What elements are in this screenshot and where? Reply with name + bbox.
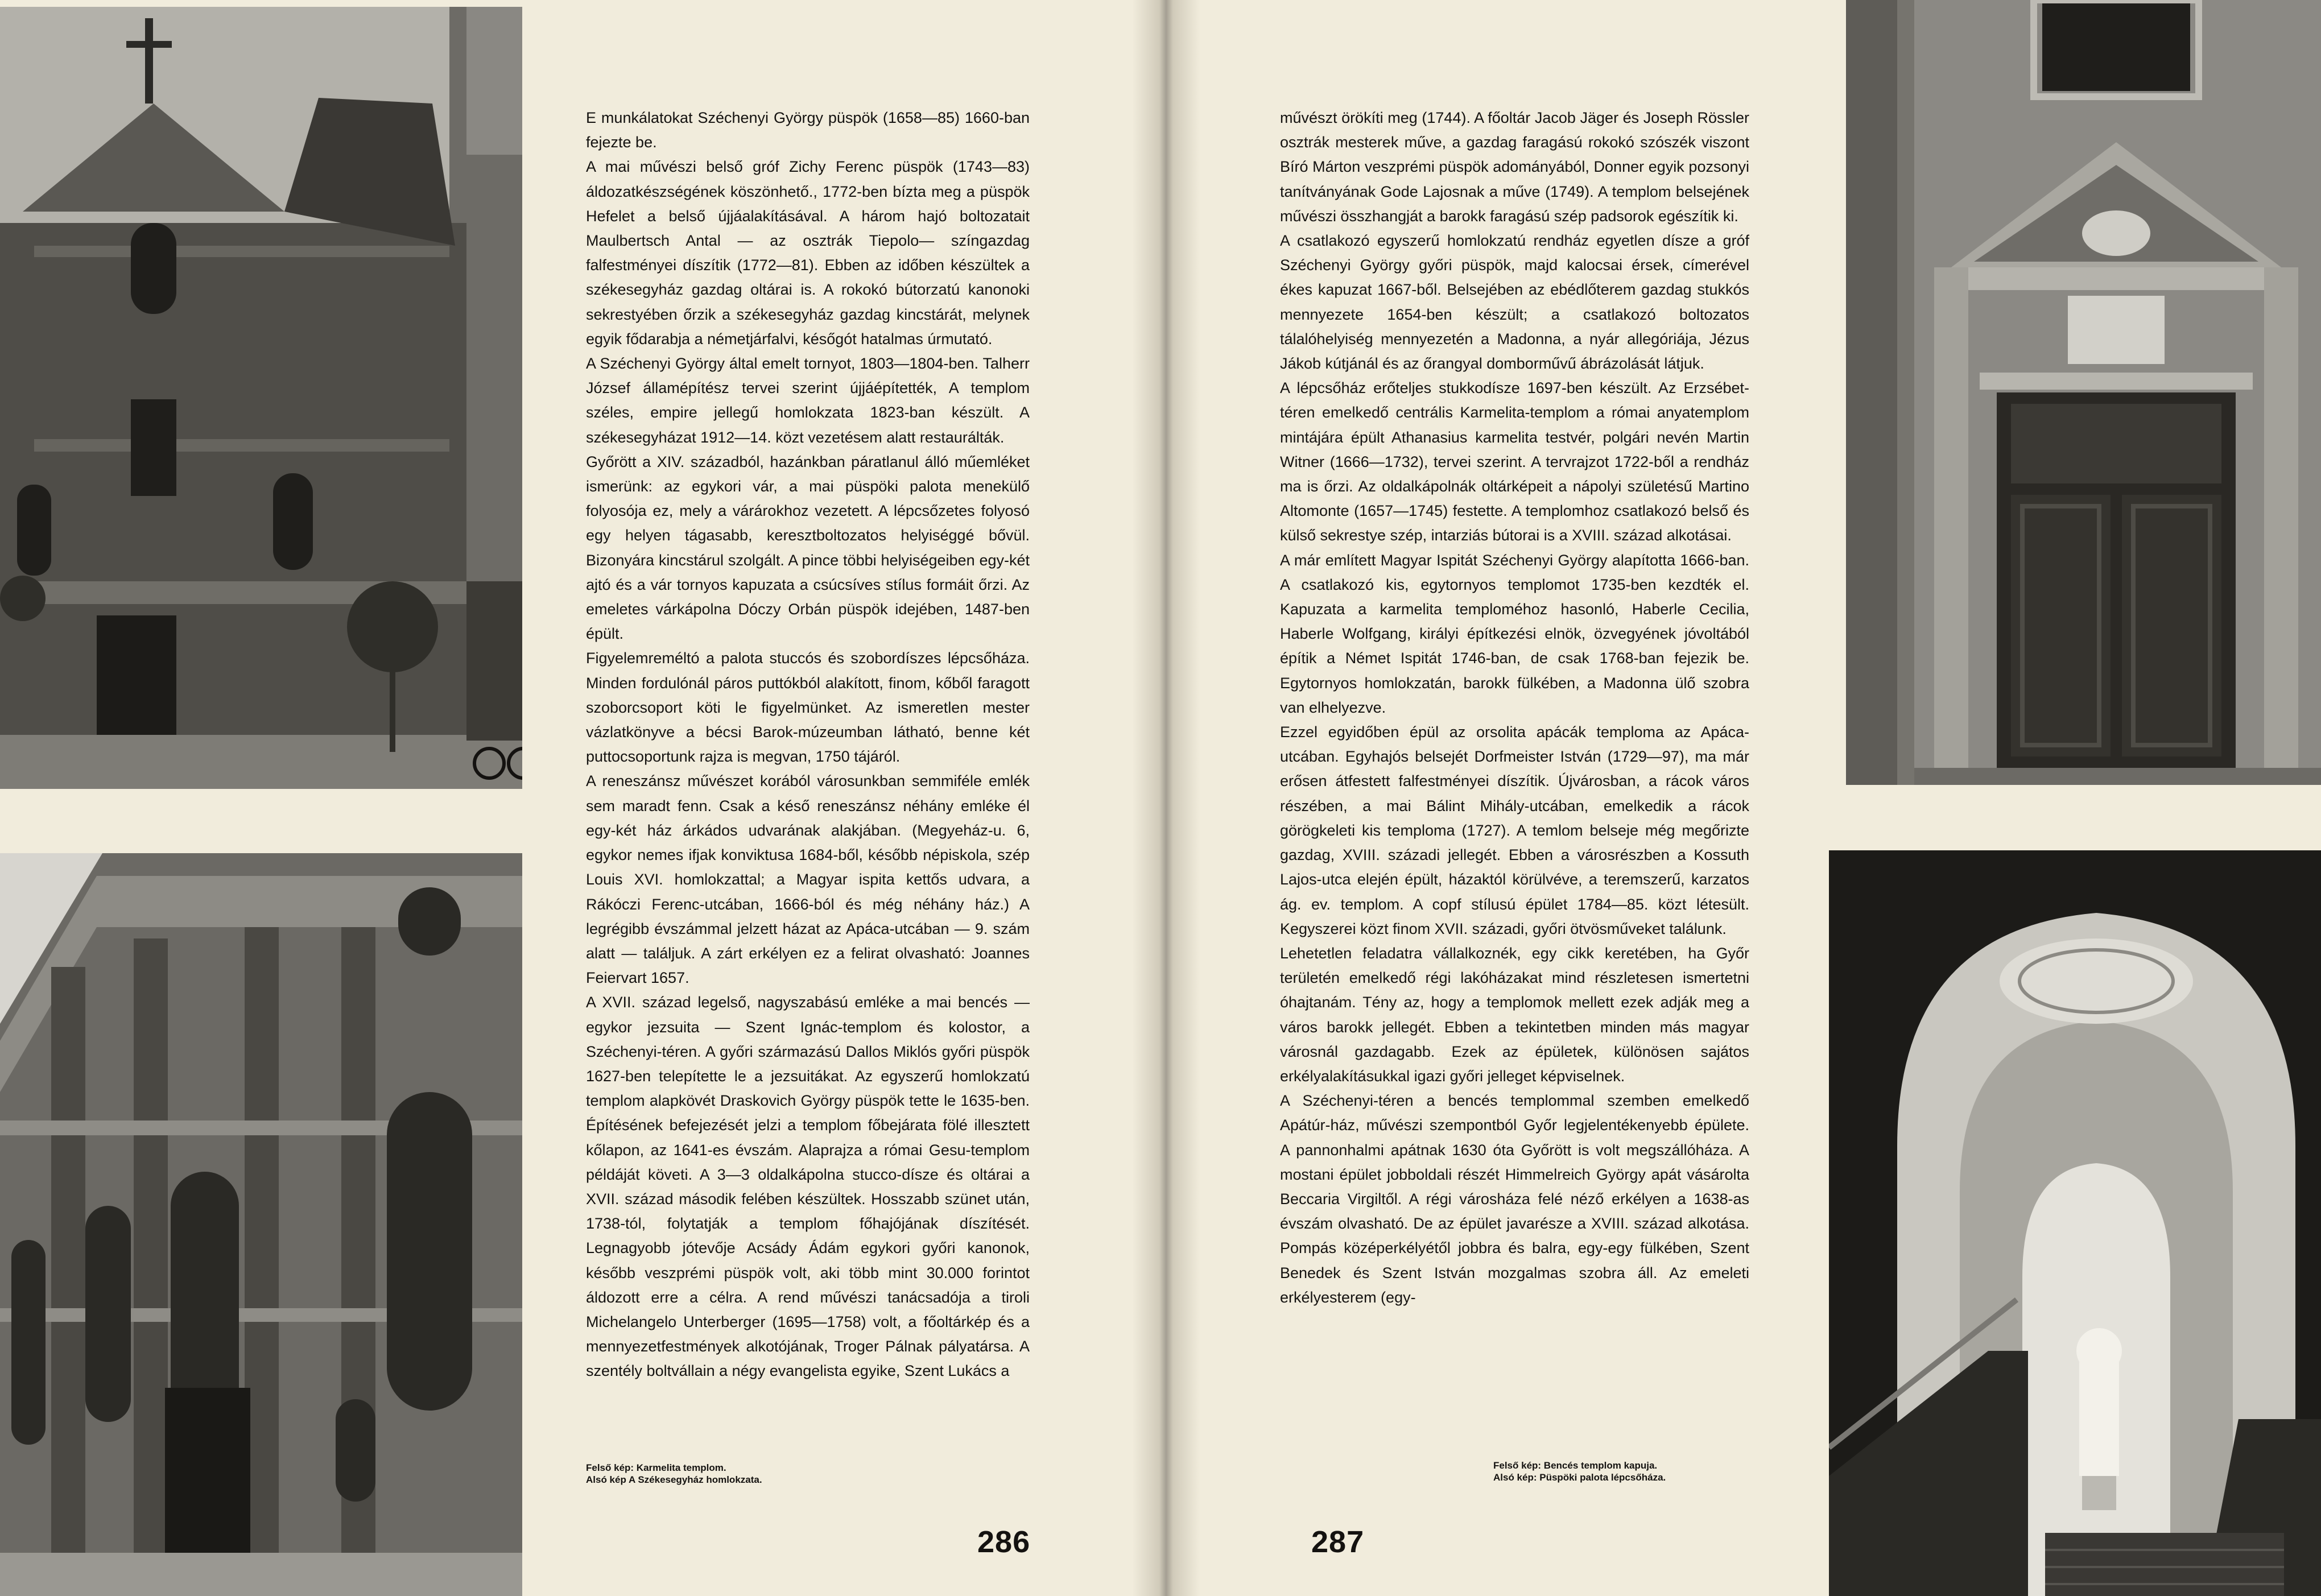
paragraph: E munkálatokat Széchenyi György püspök (1658—85) 1660-ban fejezte be. — [586, 109, 1030, 151]
page-number-right: 287 — [1311, 1525, 1365, 1559]
paragraph: Ezzel egyidőben épül az orsolita apácák temploma az Apáca-utcában. Egyhajós belsejét Dorfmeister István (1729—97), ma már erősen átfestett falfestményei díszítik. Újvárosban, a rácok város részében, a mai Bálint Mihály-utcában, emelkedik a rácok görögkeleti kis temploma (1727). A temlom belseje még megőrizte gazdag, XVIII. századi jellegét. Ebben a városrészben a Kossuth Lajos-utca elején épült, házaktól körülvéve, a teremszerű, karzatos ág. ev. templom. A copf stílusú épület 1784—85. közt létesült. Kegyszerei közt finom XVII. századi, győri ötvösműveket találunk. — [1280, 723, 1749, 937]
episcopal-palace-staircase-photo — [1829, 850, 2321, 1596]
right-photo-captions — [1493, 1459, 1666, 1483]
paragraph: A lépcsőház erőteljes stukkodísze 1697-ben készült. Az Erzsébet-téren emelkedő centrális Karmelita-templom a római anyatemplom mintájára épült Athanasius karmelita testvér, polgári nevén Martin Witner (1666—1732), tervei szerint. A tervrajzot 1722-ből a rendház ma is őrzi. Az oldalkápolnák oltárképeit a nápolyi születésű Martino Altomonte (1657—1745) festette. A templomhoz csatlakozó belső és külső sekrestye szép, intarziás bútorai is a XVIII. század alkotásai. — [1280, 379, 1749, 544]
book-gutter — [1132, 0, 1200, 1596]
left-photo-captions — [586, 1462, 762, 1486]
paragraph: művészt örökíti meg (1744). A főoltár Jacob Jäger és Joseph Rössler osztrák mesterek műve, a gazdag faragású rokokó szószék viszont Bíró Márton veszprémi püspök adományából, Donner egyik pozsonyi tanítványának Gode Lajosnak a műve (1749). A templom belsejének művészi összhangját a barokk faragású szép padsorok egészítik ki. — [1280, 109, 1749, 225]
paragraph: A mai művészi belső gróf Zichy Ferenc püspök (1743—83) áldozatkészségének köszönhető., 1772-ben bízta meg a püspök Hefelet a belső újjáalakításával. A három hajó boltozatait Maulbertsch Antal — az osztrák Tiepolo— színgazdag falfestményei díszítik (1772—81). Ebben az időben készültek a székesegyház gazdag oltárai is. A rokokó bútorzatú kanonoki sekrestyében őrzik a székesegyház gazdag kincstárát, melynek egyik fődarabja a németjárfalvi, későgót hatalmas úrmutató. — [586, 158, 1030, 348]
carmelite-church-photo — [0, 7, 522, 789]
paragraph: A XVII. század legelső, nagyszabású emléke a mai bencés — egykor jezsuita — Szent Ignác-templom és kolostor, a Széchenyi-téren. A győri származású Dallos Miklós győri püspök 1627-ben telepítette le a jezsuitákat. Az egyszerű homlokzatú templom alapkövét Draskovich György püspök tette le 1635-ben. Építésének befejezését jelzi a templom főbejárata fölé illesztett kőlapon, az 1641-es évszám. Alaprajza a római Gesu-templom példáját követi. A 3—3 oldalkápolna stucco-dísze és oltárai a XVII. század második felében készültek. Hosszabb szünet után, 1738-tól, folytatják a templom főhajójának díszítését. Legnagyobb jótevője Acsády Ádám egykori győri kanonok, később veszprémi püspök volt, aki több mint 30.000 forintot áldozott erre a célra. A rend művészi tanácsadója a tiroli Michelangelo Unterberger (1695—1758) volt, a főoltárkép és a mennyezetfestmények alkotójának, Troger Pálnak pályatársa. A szentély boltvállain a négy evangelista egyike, Szent Lukács a — [586, 994, 1030, 1380]
caption-line: Alsó kép: Püspöki palota lépcsőháza. — [1493, 1472, 1666, 1483]
paragraph: A csatlakozó egyszerű homlokzatú rendház egyetlen dísze a gróf Széchenyi György győri püspök, majd kalocsai érsek, címerével ékes kapuzat 1667-ből. Belsejében az ebédlőterem gazdag stukkós mennyezete 1654-ben készült; a csatlakozó boltozatos tálalóhelyiség mennyezetén a Madonna, a nyár allegóriája, Jézus Jákob kútjánál és az őrangyal domborművű ábrázolását látjuk. — [1280, 232, 1749, 373]
paragraph: A már említett Magyar Ispitát Széchenyi György alapította 1666-ban. A csatlakozó kis, egytornyos templomot 1735-ben kezdték el. Kapuzata a karmelita temploméhoz hasonló, Haberle Cecilia, Haberle Wolfgang, királyi építkezési elnök, özvegyének jóvoltából építik a Német Ispitát 1746-ban, de csak 1768-ban fejezik be. Egytornyos homlokzatán, barokk fülkében, a Madonna ülő szobra van elhelyezve. — [1280, 551, 1749, 716]
caption-line: Felső kép: Karmelita templom. — [586, 1462, 726, 1473]
paragraph: A Széchenyi György által emelt tornyot, 1803—1804-ben. Talherr József államépítész tervei szerint újjáépítették, A templom széles, empire jellegű homlokzata 1823-ban készült. A székesegyházat 1912—14. közt vezetésem alatt restaurálták. — [586, 355, 1030, 446]
caption-line: Felső kép: Bencés templom kapuja. — [1493, 1460, 1658, 1471]
paragraph: Lehetetlen feladatra vállalkoznék, egy cikk keretében, ha Győr területén emelkedő régi lakóházakat mind részletesen ismertetni óhajtanám. Tény az, hogy a templomok mellett ezek adják meg a város barokk jellegét. Ebben a tekintetben minden más magyar városnál gazdagabb. Ezek az épületek, különösen sajátos erkélyalakításukkal igazi győri jelleget képviselnek. — [1280, 944, 1749, 1085]
paragraph: A reneszánsz művészet korából városunkban semmiféle emlék sem maradt fenn. Csak a késő reneszánsz néhány emléke él egy-két ház árkádos udvarának alakjában. (Megyeház-u. 6, egykor nemes ifjak konviktusa 1684-ből, később népiskola, szép Louis XVI. homlokzattal; a Magyar ispita kettős udvara, a Rákóczi Ferenc-utcában, 1666-ból és még néhány ház.) A legrégibb évszámmal jelzett házat az Apáca-utcában — 9. szám alatt — találjuk. A zárt erkélyen ez a felirat olvasható: Joannes Feiervart 1657. — [586, 772, 1030, 987]
paragraph: Figyelemreméltó a palota stuccós és szobordíszes lépcsőháza. Minden fordulónál páros puttókból alakított, finom, kőből faragott szoborcsoport köti le figyelmünket. Az ismeretlen mester vázlatkönyve a bécsi Barok-múzeumban látható, benne két puttocsoportunk rajza is megvan, 1750 tájáról. — [586, 650, 1030, 766]
caption-line: Alsó kép A Székesegyház homlokzata. — [586, 1474, 762, 1485]
paragraph: Győrött a XIV. századból, hazánkban páratlanul álló műemléket ismerünk: az egykori vár, a mai püspöki palota menekülő folyosója ez, mely a várárokhoz vezetett. A lépcsőzetes folyosó egy helyen tágasabb, keresztboltozatos helyiséggé bővül. Bizonyára kincstárul szolgált. A pince többi helyiségeiben egy-két ajtó és a vár tornyos kapuzata a csúcsíves stílus formáit őrzi. Az emeletes várkápolna Dóczy Orbán püspök idejében, 1487-ben épült. — [586, 453, 1030, 643]
right-text-column — [1280, 106, 1749, 1310]
cathedral-facade-photo — [0, 853, 522, 1596]
right-page — [1166, 0, 2321, 1596]
paragraph: A Széchenyi-téren a bencés templommal szemben emelkedő Apátúr-ház, művészi szempontból Győr legjelentékenyebb épülete. A pannonhalmi apátnak 1630 óta Győrött is volt megszállóháza. A mostani épület jobboldali részét Himmelreich György apát vásárolta Beccaria Virgiltől. A régi városháza felé néző erkélyen a 1638-as évszám olvasható. De az épület javarésze a XVIII. század alkotása. Pompás középerkélyétől jobbra és balra, egy-egy fülkében, Szent Benedek és Szent István mozgalmas szobra áll. Az emeleti erkélyesterem (egy- — [1280, 1092, 1749, 1306]
page-number-left: 286 — [977, 1525, 1031, 1559]
left-text-column — [586, 106, 1030, 1384]
benedictine-church-portal-photo — [1846, 0, 2321, 785]
